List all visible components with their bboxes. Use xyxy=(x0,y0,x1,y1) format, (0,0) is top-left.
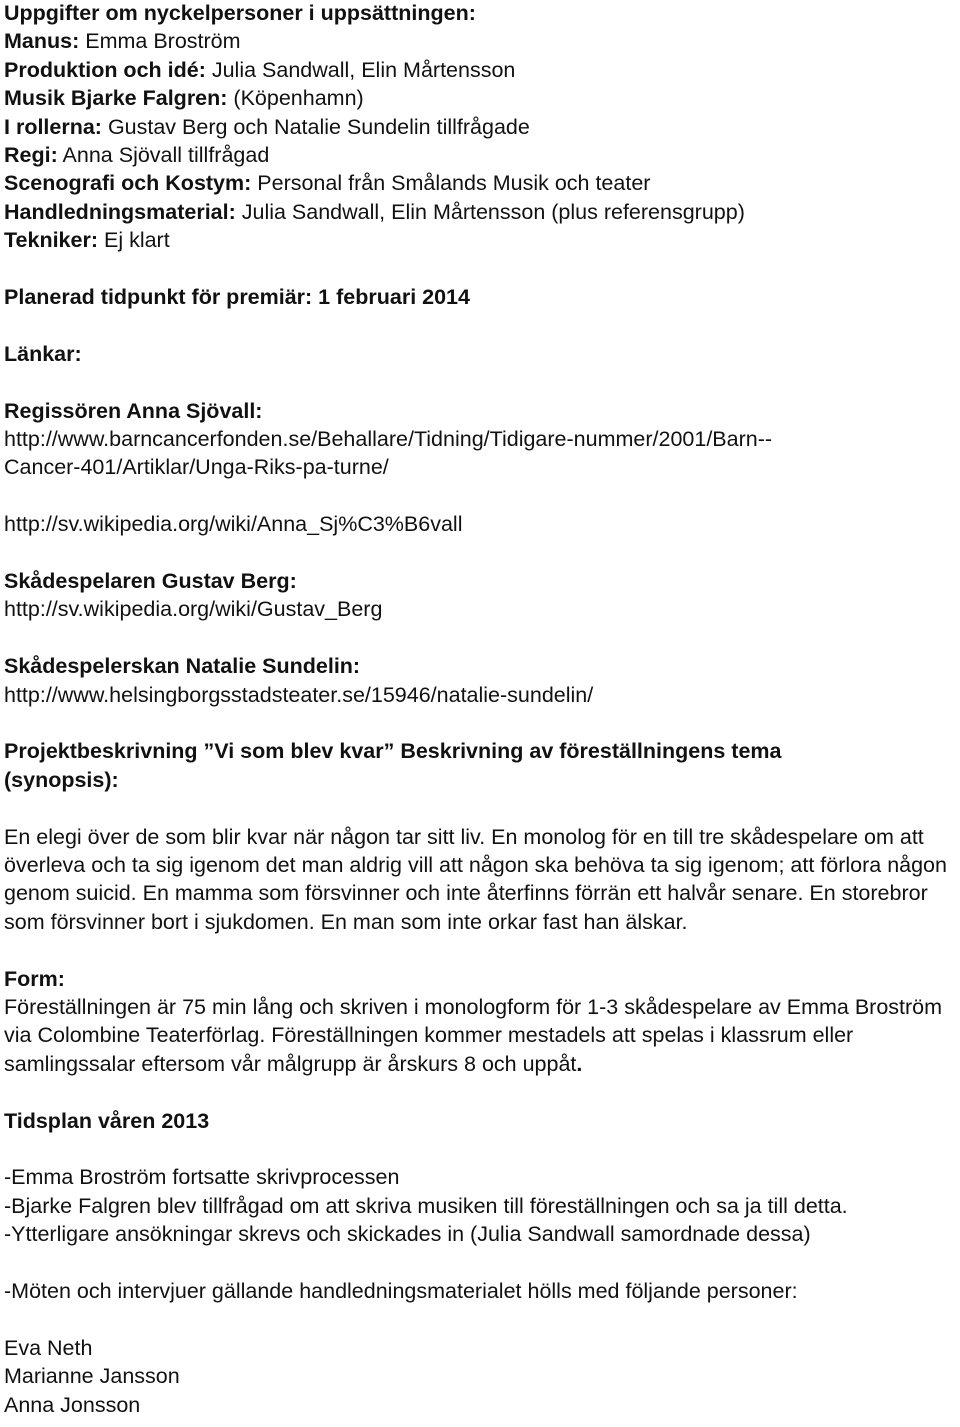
role-label: I rollerna: xyxy=(4,114,102,139)
role-label: Produktion och idé: xyxy=(4,57,206,82)
role-label: Handledningsmaterial: xyxy=(4,199,236,224)
role-value: Julia Sandwall, Elin Mårtensson (plus referensgrupp) xyxy=(235,199,745,224)
person-name: Marianne Jansson xyxy=(4,1364,180,1389)
form-text xyxy=(4,993,956,1078)
premiere-date: Planerad tidpunkt för premiär: 1 februari 2014 xyxy=(4,285,470,310)
role-line xyxy=(4,113,956,141)
form-heading: Form: xyxy=(4,966,65,991)
role-line xyxy=(4,84,956,112)
schedule-heading: Tidsplan våren 2013 xyxy=(4,1108,210,1133)
schedule-item: -Bjarke Falgren blev tillfrågad om att skriva musiken till föreställningen och sa ja till detta. xyxy=(4,1193,848,1218)
project-heading-continued: (synopsis): xyxy=(4,767,119,792)
role-value: Anna Sjövall tillfrågad xyxy=(57,143,270,168)
form-text-end: . xyxy=(576,1051,583,1076)
schedule-item: -Emma Broström fortsatte skrivprocessen xyxy=(4,1165,400,1190)
form-text-main: Föreställningen är 75 min lång och skriven i monologform för 1-3 skådespelare av Emma Broström via Colombine Teaterförlag. Föreställningen kommer mestadels att spelas i klassrum eller samlingssalar eftersom vår målgrupp är årskurs 8 och uppåt xyxy=(4,995,943,1076)
schedule-item: -Ytterligare ansökningar skrevs och skickades in (Julia Sandwall samordnade dessa) xyxy=(4,1222,811,1247)
synopsis-text: En elegi över de som blir kvar när någon tar sitt liv. En monolog för en till tre skådespelare om att överleva och ta sig igenom det man aldrig vill att någon ska behöva ta sig igenom; att förlora någon genom suicid. En mamma som försvinner och inte återfinns förrän ett halvår senare. En storebror som försvinner bort i sjukdomen. En man som inte orkar fast han älskar. xyxy=(4,824,947,934)
document xyxy=(4,0,956,1419)
person-name: Eva Neth xyxy=(4,1335,93,1360)
role-value: (Köpenhamn) xyxy=(227,86,364,111)
role-line xyxy=(4,27,956,55)
director-label: Regissören Anna Sjövall: xyxy=(4,398,263,423)
role-label: Musik Bjarke Falgren: xyxy=(4,86,228,111)
director-link-continued[interactable]: Cancer-401/Artiklar/Unga-Riks-pa-turne/ xyxy=(4,455,389,480)
role-value: Emma Broström xyxy=(79,29,241,54)
role-label: Tekniker: xyxy=(4,228,98,253)
role-line xyxy=(4,198,956,226)
meetings-intro: -Möten och intervjuer gällande handledningsmaterialet hölls med följande personer: xyxy=(4,1279,798,1304)
person-name: Anna Jonsson xyxy=(4,1392,141,1417)
role-line xyxy=(4,141,956,169)
role-value: Personal från Smålands Musik och teater xyxy=(251,171,651,196)
links-heading: Länkar: xyxy=(4,341,82,366)
actor-link[interactable]: http://sv.wikipedia.org/wiki/Gustav_Berg xyxy=(4,597,383,622)
director-wikipedia-link[interactable]: http://sv.wikipedia.org/wiki/Anna_Sj%C3%B6vall xyxy=(4,512,463,537)
director-link[interactable]: http://www.barncancerfonden.se/Behallare/Tidning/Tidigare-nummer/2001/Barn-- xyxy=(4,427,773,452)
roles-heading: Uppgifter om nyckelpersoner i uppsättningen: xyxy=(4,1,476,25)
role-label: Scenografi och Kostym: xyxy=(4,171,252,196)
role-value: Ej klart xyxy=(98,228,170,253)
role-label: Regi: xyxy=(4,143,58,168)
role-line xyxy=(4,226,956,254)
actress-label: Skådespelerskan Natalie Sundelin: xyxy=(4,654,361,679)
role-value: Gustav Berg och Natalie Sundelin tillfrågade xyxy=(101,114,530,139)
role-line xyxy=(4,56,956,84)
role-value: Julia Sandwall, Elin Mårtensson xyxy=(205,57,516,82)
actor-label: Skådespelaren Gustav Berg: xyxy=(4,569,297,594)
role-line xyxy=(4,169,956,197)
project-heading: Projektbeskrivning ”Vi som blev kvar” Beskrivning av föreställningens tema xyxy=(4,739,782,764)
role-label: Manus: xyxy=(4,29,80,54)
actress-link[interactable]: http://www.helsingborgsstadsteater.se/15946/natalie-sundelin/ xyxy=(4,682,594,707)
